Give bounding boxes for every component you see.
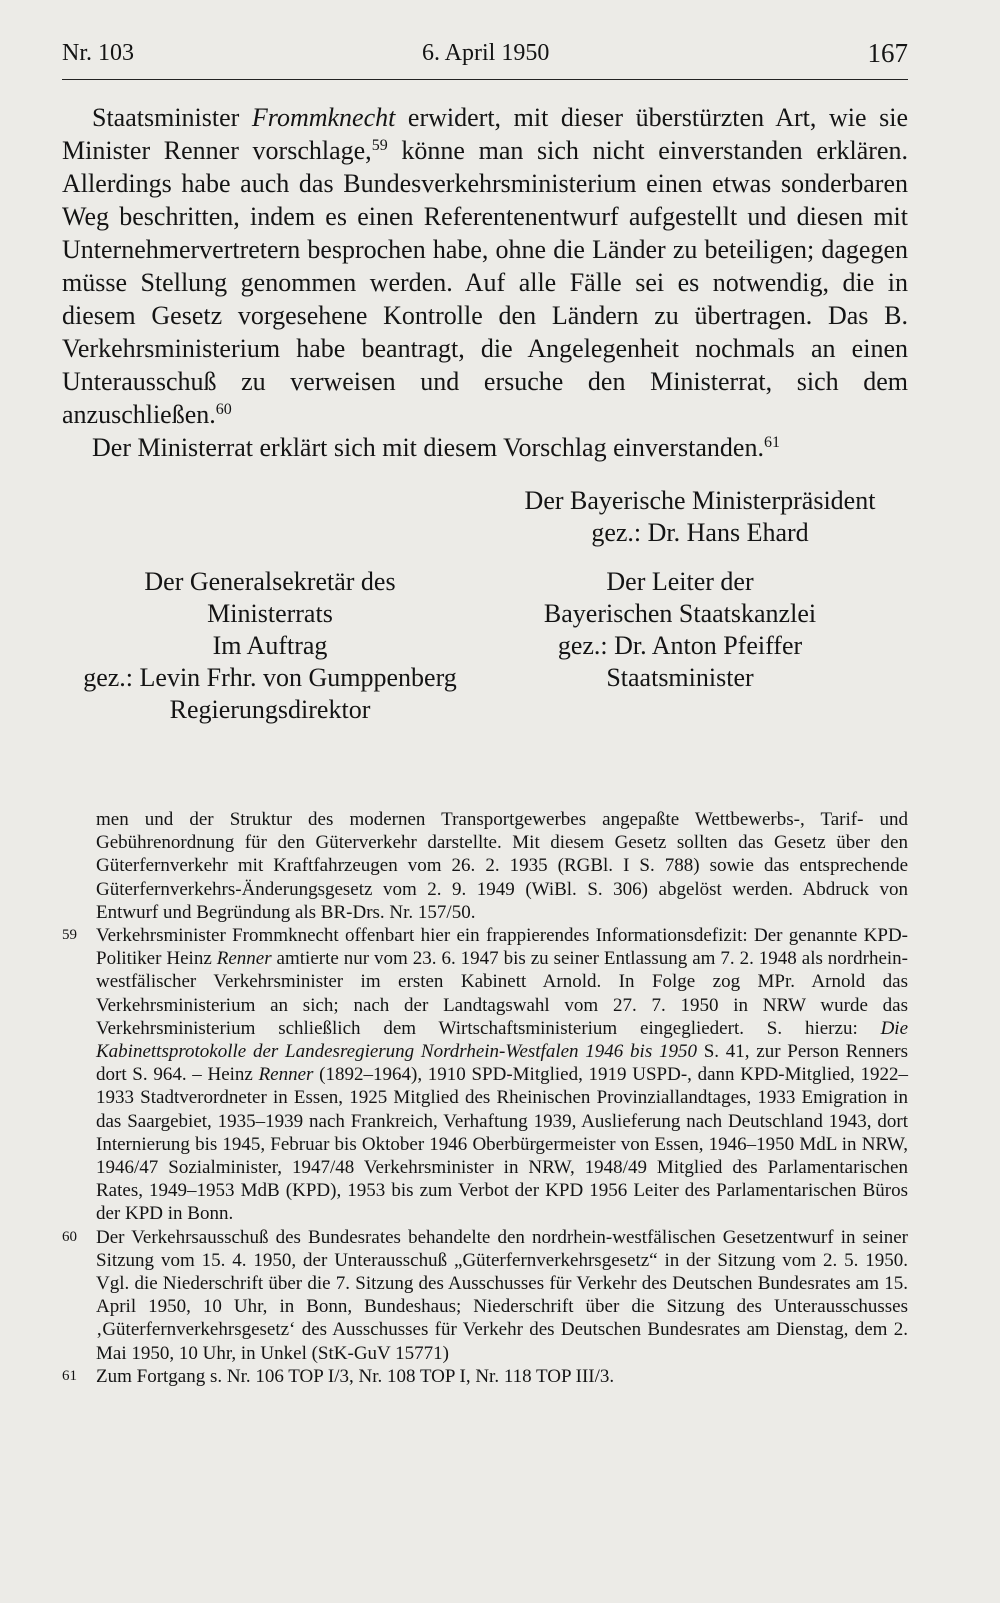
footnote-ref-61: 61 (763, 434, 780, 451)
footnote-60 (62, 1226, 908, 1365)
text-run: Staatsminister (92, 103, 252, 132)
page-header (62, 38, 908, 72)
paragraph-frommknecht (62, 101, 908, 431)
italic-name: Renner (258, 1064, 314, 1086)
footnote-number: 59 (62, 927, 77, 944)
signature-line: Der Generalsekretär des (144, 567, 396, 596)
signature-line: gez.: Dr. Anton Pfeiffer (557, 631, 803, 660)
italic-name: Renner (216, 948, 272, 970)
signature-general-secretary (60, 566, 480, 726)
footnote-61 (62, 1365, 908, 1388)
text-run: (1892–1964), 1910 SPD-Mitglied, 1919 USPD-, dann KPD-Mitglied, 1922–1933 Stadtverordneter in Essen, 1925 Mitglied des Rheinischen Provinziallandtages, 1933 Emigration in das Saargebiet, 1935–1939 nach Frankreich, Verhaftung 1939, Auslieferung nach Deutschland 1943, dort Internierung bis 1945, Februar bis Oktober 1946 Oberbürgermeister von Essen, 1946–1950 MdL in NRW, 1946/47 Sozialminister, 1947/48 Verkehrsminister in NRW, 1948/49 Mitglied des Parlamentarischen Rates, 1949–1953 MdB (KPD), 1953 bis zum Verbot der KPD 1956 Leiter des Parlamentarischen Büros der KPD in Bonn. (96, 1064, 908, 1225)
signature-line: Bayerischen Staatskanzlei (543, 599, 817, 628)
text-run: S. 41, zur Person Renners dort S. 964. – Heinz (96, 1041, 909, 1086)
text-run: amtierte nur vom 23. 6. 1947 bis zu seiner Entlassung am 7. 2. 1948 als nordrhein-westfälischer Verkehrsminister im ersten Kabinett Arnold. In Folge zog MPr. Arnold das Verkehrsministerium an sich; nach der Landtagswahl vom 27. 7. 1950 in NRW wurde das Verkehrsministerium schließlich dem Wirtschaftsministerium eingegliedert. S. hierzu: (96, 948, 909, 1039)
footnote-continuation: men und der Struktur des modernen Transportgewerbes angepaßte Wettbewerbs-, Tarif- und Gebührenordnung für den Güterverkehr darstellte. Mit diesem Gesetz sollten das Gesetz über den Güterfernverkehr mit Kraftfahrzeugen vom 26. 2. 1935 (RGBl. I S. 788) sowie das entsprechende Güterfernverkehrs-Änderungsgesetz vom 2. 9. 1949 (WiBl. S. 306) abgelöst werden. Abdruck von Entwurf und Begründung als BR-Drs. Nr. 157/50. (96, 809, 908, 923)
footnote-text: Zum Fortgang s. Nr. 106 TOP I/3, Nr. 108 TOP I, Nr. 118 TOP III/3. (96, 1365, 615, 1387)
footnote-ref-59: 59 (371, 137, 388, 154)
paragraph-decision (62, 431, 908, 464)
footnote-text (96, 924, 908, 1226)
footnote-text: Der Verkehrsausschuß des Bundesrates behandelte den nordrhein-westfälischen Gesetzentwurf in seiner Sitzung vom 15. 4. 1950, der Unterausschuß „Güterfernverkehrsgesetz“ in der Sitzung vom 2. 5. 1950. Vgl. die Niederschrift über die 7. Sitzung des Ausschusses für Verkehr des Deutschen Bundesrates am 15. April 1950, 10 Uhr, in Bonn, Bundeshaus; Niederschrift über die Sitzung des Unterausschusses ‚Güterfernverkehrsgesetz‘ des Ausschusses für Verkehr des Deutschen Bundesrates am Dienstag, dem 2. Mai 1950, 10 Uhr, in Unkel (StK-GuV 15771) (96, 1226, 908, 1364)
main-text (62, 101, 908, 464)
header-date: 6. April 1950 (422, 40, 550, 66)
signature-line: Staatsminister (606, 663, 754, 692)
header-rule (62, 79, 908, 80)
signature-line: Der Leiter der (606, 567, 754, 596)
footnote-ref-60: 60 (215, 401, 232, 418)
signature-line: Ministerrats (207, 599, 333, 628)
page-number: 167 (867, 38, 908, 68)
signature-minister-president (490, 485, 910, 549)
signature-line: Regierungsdirektor (169, 695, 371, 724)
footnotes (62, 808, 908, 1388)
signature-line: Im Auftrag (212, 631, 328, 660)
italic-title: Die Kabinettsprotokolle der Landesregierung Nordrhein-Westfalen 1946 bis 1950 (96, 1017, 908, 1063)
signature-line: gez.: Dr. Hans Ehard (591, 518, 809, 547)
signature-chancellery-head (470, 566, 890, 694)
text-run: erwidert, mit dieser überstürzten Art, wie sie Minister Renner vorschlage, (62, 103, 908, 165)
footnote-number: 60 (62, 1228, 77, 1245)
speaker-name: Frommknecht (251, 103, 396, 132)
signature-line: gez.: Levin Frhr. von Gumppenberg (83, 663, 457, 692)
text-run: Der Ministerrat erklärt sich mit diesem Vorschlag einverstanden. (92, 433, 764, 462)
signature-line: Der Bayerische Ministerpräsident (524, 486, 876, 515)
footnote-59 (62, 924, 908, 1226)
document-number: Nr. 103 (62, 40, 134, 66)
text-run: könne man sich nicht einverstanden erklären. Allerdings habe auch das Bundesverkehrsministerium einen etwas sonderbaren Weg beschritten, indem es einen Referentenentwurf aufgestellt und diesen mit Unternehmervertretern besprochen habe, ohne die Länder zu beteiligen; dagegen müsse Stellung genommen werden. Auf alle Fälle sei es notwendig, die in diesem Gesetz vorgesehene Kontrolle den Ländern zu übertragen. Das B. Verkehrsministerium habe beantragt, die Angelegenheit nochmals an einen Unterausschuß zu verweisen und ersuche den Ministerrat, sich dem anzuschließen. (62, 136, 909, 429)
text-run: Verkehrsminister Frommknecht offenbart hier ein frappierendes Informationsdefizit: Der genannte KPD-Politiker Heinz (96, 925, 908, 970)
footnote-number: 61 (62, 1367, 77, 1384)
